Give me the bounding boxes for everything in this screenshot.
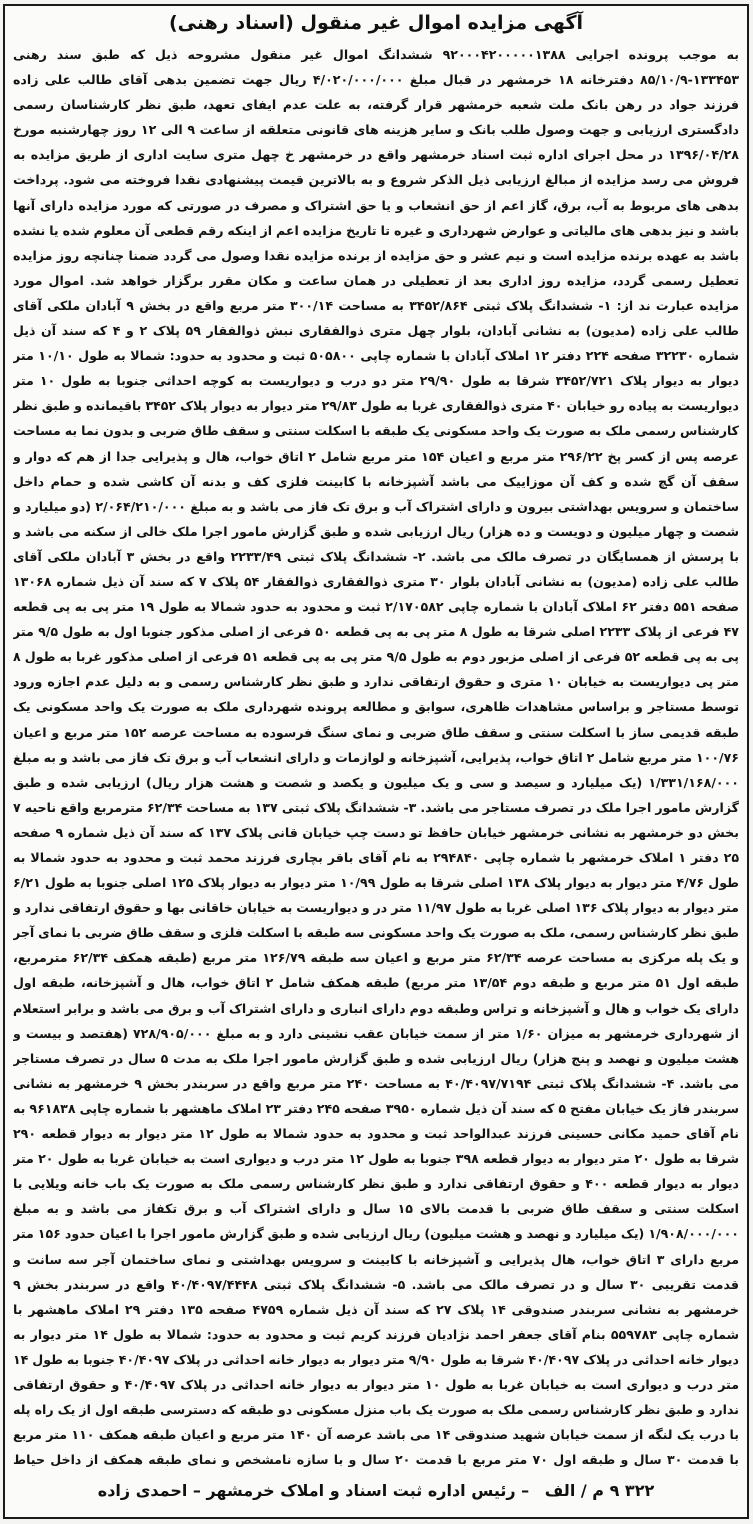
notice-title: آگهی مزایده اموال غیر منقول (اسناد رهنی) [168, 12, 584, 34]
notice-signature: – رئیس اداره ثبت اسناد و املاک خرمشهر – احمدی زاده [97, 1481, 530, 1500]
notice-reference-code: ۳۲۲ ۹ م / الف [544, 1481, 655, 1500]
notice-body-text: به موجب پرونده اجرایی ۹۲۰۰۰۴۲۰۰۰۰۰۱۳۸۸ ششدانگ اموال غیر منقول مشروحه ذیل که طبق سند رهنی ۱۳۳۴۵۳-۸۵/۱۰/۹ دفترخانه ۱۸ خرمشهر در قبال مبلغ ۴/۰۲۰/۰۰۰/۰۰۰ ریال جهت تضمین بدهی آقای طالب علی زاده فرزند جواد در رهن بانک ملت شعبه خرمشهر قرار گرفته، به علت عدم ایفای تعهد، طبق نظر کارشناسان رسمی دادگستری ارزیابی و جهت وصول طلب بانک و سایر هزینه های قانونی متعلقه از ساعت ۹ الی ۱۲ روز چهارشنبه مورخ ۱۳۹۶/۰۴/۲۸ در محل اجرای اداره ثبت اسناد خرمشهر واقع در خرمشهر خ چهل متری سایت اداری از طریق مزایده به فروش می رسد مزایده از مبالغ ارزیابی ذیل الذکر شروع و به بالاترین قیمت پیشنهادی نقدا فروخته می شود. پرداخت بدهی های مربوط به آب، برق، گاز اعم از حق انشعاب و یا حق اشتراک و مصرف در صورتی که مورد مزایده دارای آنها باشد و نیز بدهی های مالیاتی و عوارض شهرداری و غیره تا تاریخ مزایده اعم از اینکه رقم قطعی آن معلوم شده یا نشده باشد به عهده برنده مزایده است و نیم عشر و حق مزایده از برنده مزایده نقدا وصول می گردد ضمنا چنانچه روز مزایده تعطیل رسمی گردد، مزایده روز اداری بعد از تعطیلی در همان ساعت و مکان مقرر برگزار خواهد شد. اموال مورد مزایده عبارت ند از: ۱- ششدانگ پلاک ثبتی ۳۴۵۲/۸۶۴ به مساحت ۳۰۰/۱۴ متر مربع واقع در بخش ۹ آبادان ملکی آقای طالب علی زاده (مدیون) به نشانی آبادان، بلوار چهل متری ذوالفقاری نبش ذوالفقار ۵۹ پلاک ۲ و ۴ که سند آن ذیل شماره ۳۲۲۳۰ صفحه ۲۲۴ دفتر ۱۲ املاک آبادان با شماره چاپی ۵۰۵۸۰۰ ثبت و محدود به حدود: شمالا به طول ۱۰/۱۰ متر دیوار به دیوار پلاک ۳۴۵۲/۷۲۱ شرقا به طول ۲۹/۹۰ متر دو درب و دیواریست به کوچه احداثی جنوبا به طول ۱۰ متر دیواریست به پیاده رو خیابان ۴۰ متری ذوالفقاری غربا به طول ۲۹/۸۳ متر دیوار به دیوار پلاک ۳۴۵۲ باقیمانده و طبق نظر کارشناس رسمی ملک به صورت یک واحد مسکونی یک طبقه با اسکلت سنتی و سقف طاق ضربی و بدون نما به مساحت عرصه پس از کسر پخ ۲۹۶/۲۲ متر مربع و اعیان ۱۵۴ متر مربع شامل ۲ اتاق خواب، هال و پذیرایی جدا از هم که دوار و سقف آن گچ شده و کف آن موزاییک می باشد آشپزخانه با کابینت فلزی کف و بدنه آن کاشی شده و حمام داخل ساختمان و سرویس بهداشتی بیرون و دارای اشتراک آب و برق تک فاز می باشد و به مبلغ ۲/۰۶۴/۲۱۰/۰۰۰ (دو میلیارد و شصت و چهار میلیون و دویست و ده هزار) ریال ارزیابی شده و طبق گزارش مامور اجرا ملک خالی از سکنه می باشد و با پرسش از همسایگان در تصرف مالک می باشد. ۲- ششدانگ پلاک ثبتی ۲۲۳۳/۴۹ واقع در بخش ۳ آبادان ملکی آقای طالب علی زاده (مدیون) به نشانی آبادان بلوار ۳۰ متری ذوالفقاری ذوالفقار ۵۴ پلاک ۷ که سند آن ذیل شماره ۱۳۰۶۸ صفحه ۵۵۱ دفتر ۶۲ املاک آبادان با شماره چاپی ۲/۱۷۰۵۸۲ ثبت و محدود به حدود شمالا به طول ۱۹ متر پی به پی قطعه ۴۷ فرعی از پلاک ۲۲۳۳ اصلی شرقا به طول ۸ متر پی به پی قطعه ۵۰ فرعی از اصلی مذکور جنوبا اول به طول ۹/۵ متر پی به پی قطعه ۵۲ فرعی از اصلی مزبور دوم به طول ۹/۵ متر پی به پی قطعه ۵۱ فرعی از اصلی مذکور غربا به طول ۸ متر پی دیواریست به خیابان ۱۰ متری و حقوق ارتفاقی ندارد و طبق نظر کارشناس رسمی و به دلیل عدم اجازه ورود توسط مستاجر و براساس مشاهدات ظاهری، سوابق و مطالعه پرونده شهرداری ملک به صورت یک واحد مسکونی یک طبقه قدیمی ساز با اسکلت سنتی و سقف طاق ضربی و نمای سنگ فرسوده به مساحت عرصه ۱۵۲ متر مربع و اعیان ۱۰۰/۷۶ متر مربع شامل ۲ اتاق خواب، پذیرایی، آشپزخانه و لوازمات و دارای انشعاب آب و برق تک فاز می باشد و به مبلغ ۱/۳۳۱/۱۶۸/۰۰۰ (یک میلیارد و سیصد و سی و یک میلیون و یکصد و شصت و هشت هزار ریال) ارزیابی شده و طبق گزارش مامور اجرا ملک در تصرف مستاجر می باشد. ۳- ششدانگ پلاک ثبتی ۱۳۷ به مساحت ۶۲/۳۴ مترمربع واقع ناحیه ۷ بخش دو خرمشهر به نشانی خرمشهر خیابان حافظ تو دست چپ خیابان قانی پلاک ۱۳۷ که سند آن ذیل شماره ۹ صفحه ۲۵ دفتر ۱ املاک خرمشهر با شماره چاپی ۲۹۴۸۴۰ به نام آقای باقر بچاری فرزند محمد ثبت و محدود به حدود شمالا به طول ۴/۷۶ متر دیوار به دیوار پلاک ۱۳۸ اصلی شرقا به طول ۱۰/۹۹ متر دیوار به دیوار پلاک ۱۲۵ اصلی جنوبا به طول ۶/۲۱ متر دیوار به دیوار پلاک ۱۳۶ اصلی غربا به طول ۱۱/۹۷ متر در و دیواریست به خیابان خاقانی بها و حقوق ارتفاقی ندارد و طبق نظر کارشناس رسمی، ملک به صورت یک واحد مسکونی سه طبقه با اسکلت فلزی و سقف طاق ضربی با نمای آجر و یک پله مرکزی به مساحت عرصه ۶۲/۳۴ متر مربع و اعیان سه طبقه ۱۲۶/۷۹ متر مربع (طبقه همکف ۶۲/۳۴ مترمربع، طبقه اول ۵۱ متر مربع و طبقه دوم ۱۳/۵۴ متر مربع) طبقه همکف شامل ۲ اتاق خواب، هال و آشپزخانه، طبقه اول دارای یک خواب و هال و آشپزخانه و تراس وطبقه دوم دارای انباری و دارای اشتراک آب و برق می باشد و برابر استعلام از شهرداری خرمشهر به میزان ۱/۶۰ متر از سمت خیابان عقب نشینی دارد و به مبلغ ۷۲۸/۹۰۵/۰۰۰ (هفتصد و بیست و هشت میلیون و نهصد و پنج هزار) ریال ارزیابی شده و طبق گزارش مامور اجرا ملک به مدت ۵ سال در تصرف مستاجر می باشد. ۴- ششدانگ پلاک ثبتی ۴۰/۴۰۹۷/۷۱۹۴ به مساحت ۲۴۰ متر مربع واقع در سربندر بخش ۹ خرمشهر به نشانی سربندر فاز یک خیابان مفتح ۵ که سند آن ذیل شماره ۳۹۵۰ صفحه ۲۴۵ دفتر ۲۳ املاک ماهشهر با شماره چاپی ۹۶۱۸۳۸ به نام آقای حمید مکانی حسینی فرزند عبدالواحد ثبت و محدود به حدود شمالا به طول ۱۲ متر دیوار به دیوار قطعه ۲۹۰ شرقا به طول ۲۰ متر دیوار به دیوار قطعه ۳۹۸ جنوبا به طول ۱۲ متر درب و دیواری است به خیابان غربا به طول ۲۰ متر دیوار به دیوار قطعه ۴۰۰ و حقوق ارتفاقی ندارد و طبق نظر کارشناس رسمی ملک به صورت یک باب خانه ویلایی با اسکلت سنتی و سقف طاق ضربی با قدمت بالای ۱۵ سال و دارای اشتراک آب و برق تکفاز می باشد و به مبلغ ۱/۹۰۸/۰۰۰/۰۰۰ (یک میلیارد و نهصد و هشت میلیون) ریال ارزیابی شده و طبق گزارش مامور اجرا با اعیان حدود ۱۵۶ متر مربع دارای ۳ اتاق خواب، هال پذیرایی و آشپزخانه با کابینت و سرویس بهداشتی و نمای ساختمان آجر سه سانت و قدمت تقریبی ۳۰ سال و در تصرف مالک می باشد. ۵- ششدانگ پلاک ثبتی ۴۰/۴۰۹۷/۴۴۴۸ واقع در سربندر بخش ۹ خرمشهر به نشانی سربندر صندوقی ۱۴ پلاک ۲۷ که سند آن ذیل شماره ۴۷۵۹ صفحه ۱۳۵ دفتر ۲۹ املاک ماهشهر با شماره چاپی ۵۵۹۷۸۳ بنام آقای جعفر احمد نژادیان فرزند کریم ثبت و محدود به حدود: شمالا به طول ۱۴ متر دیوار به دیوار خانه احداثی در پلاک ۴۰/۴۰۹۷ شرقا به طول ۹/۹۰ متر دیوار به دیوار خانه احداثی در پلاک ۴۰/۴۰۹۷ جنوبا به طول ۱۴ متر درب و دیواری است به خیابان غربا به طول ۱۰ متر دیوار به دیوار خانه احداثی در پلاک ۴۰/۴۰۹۷ و حقوق ارتفاقی ندارد و طبق نظر کارشناس رسمی ملک به صورت یک باب منزل مسکونی دو طبقه که دسترسی طبقه اول از یک راه پله با درب یک لنگه از سمت خیابان شهید صندوقی ۱۴ می باشد عرصه آن ۱۴۰ متر مربع و اعیان طبقه همکف ۱۱۰ متر مربع با قدمت ۳۰ سال و طبقه اول ۷۰ متر مربع با قدمت ۲۰ سال و با سازه نامشخص و نمای طبقه همکف از داخل حیاط [13, 47, 739, 1468]
auction-notice-frame [3, 4, 749, 1519]
notice-footer [13, 1471, 739, 1511]
